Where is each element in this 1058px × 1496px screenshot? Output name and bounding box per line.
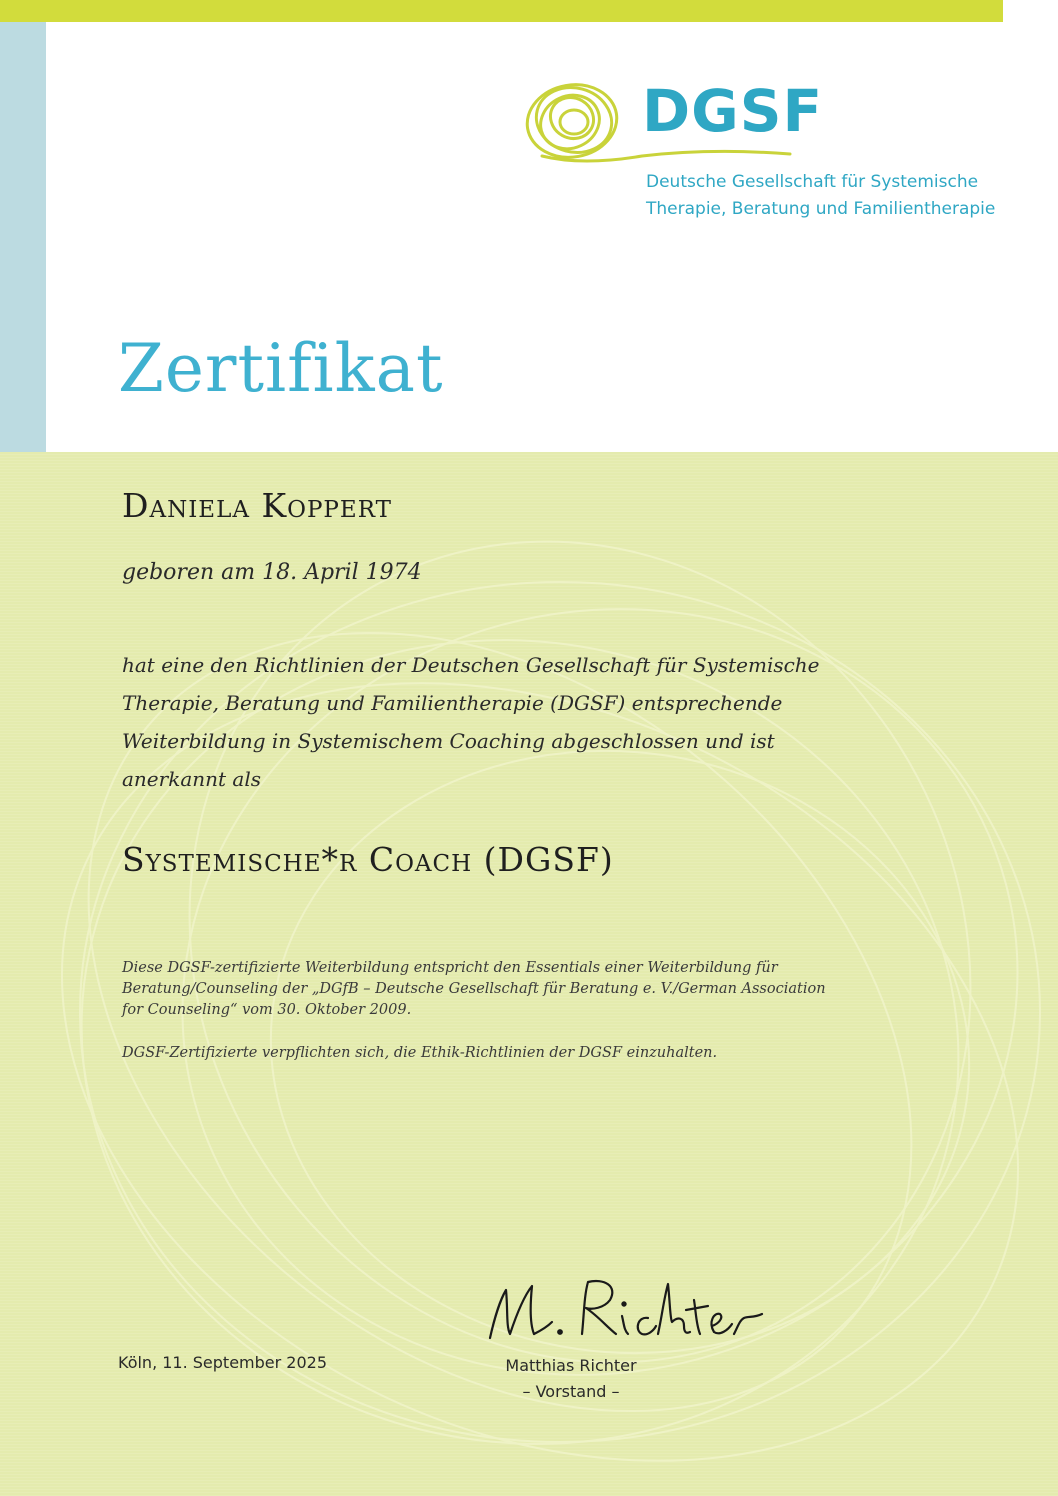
birth-date: geboren am 18. April 1974: [122, 560, 422, 585]
place-and-date: Köln, 11. September 2025: [118, 1353, 328, 1372]
degree-title: Systemische*r Coach (DGSF): [122, 840, 614, 879]
certificate-title: Zertifikat: [118, 330, 444, 407]
note-line: Diese DGSF-zertifizierte Weiterbildung entspricht den Essentials einer Weiterbildung für: [122, 960, 778, 976]
body-line: Therapie, Beratung und Familientherapie (DGSF) entsprechende: [122, 691, 783, 715]
body-line: anerkannt als: [122, 767, 261, 791]
accreditation-note: [122, 958, 826, 1021]
signer-role: – Vorstand –: [522, 1382, 620, 1401]
body-line: Weiterbildung in Systemischem Coaching abgeschlossen und ist: [122, 729, 775, 753]
logo-subtitle-line-1: Deutsche Gesellschaft für Systemische: [646, 172, 979, 192]
signer-name: Matthias Richter: [505, 1356, 637, 1375]
recipient-name: Daniela Koppert: [122, 486, 392, 525]
logo-subtitle-line-2: Therapie, Beratung und Familientherapie: [646, 199, 996, 219]
note-line: Beratung/Counseling der „DGfB – Deutsche Gesellschaft für Beratung e. V./German Association: [122, 981, 826, 997]
certificate-body: [122, 646, 820, 798]
handwritten-signature: [472, 1260, 772, 1360]
top-color-strip: [0, 0, 1003, 22]
dgsf-logo: [522, 76, 1012, 236]
body-line: hat eine den Richtlinien der Deutschen Gesellschaft für Systemische: [122, 653, 820, 677]
logo-abbreviation: DGSF: [642, 77, 824, 145]
note-line: for Counseling“ vom 30. Oktober 2009.: [122, 1002, 412, 1018]
ethics-statement: DGSF-Zertifizierte verpflichten sich, die Ethik-Richtlinien der DGSF einzuhalten.: [122, 1045, 718, 1061]
